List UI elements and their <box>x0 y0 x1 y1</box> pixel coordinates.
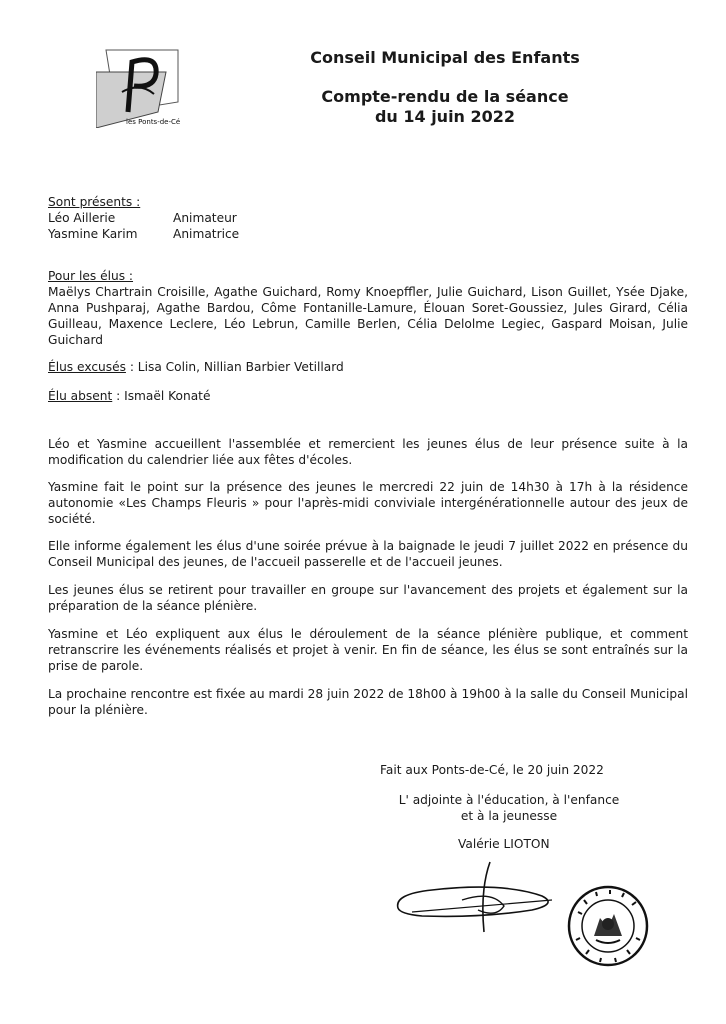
paragraph-text: Les jeunes élus se retirent pour travailler en groupe sur l'avancement des projets et également sur la préparation de la séance plénière. <box>48 583 688 613</box>
presents-heading: Sont présents : <box>48 195 141 209</box>
excuses-names: : Lisa Colin, Nillian Barbier Vetillard <box>125 360 344 374</box>
present-name: Léo Aillerie <box>48 211 116 225</box>
paragraph <box>48 582 688 614</box>
paragraph <box>48 538 688 570</box>
excuses-label: Élus excusés <box>48 360 126 374</box>
signatory-role-line2: et à la jeunesse <box>460 809 558 823</box>
present-name: Yasmine Karim <box>48 227 138 241</box>
document-title: Conseil Municipal des Enfants <box>310 48 580 67</box>
paragraph <box>48 686 688 718</box>
place-date: Fait aux Ponts-de-Cé, le 20 juin 2022 <box>380 763 604 777</box>
paragraph-text: La prochaine rencontre est fixée au mardi 28 juin 2022 de 18h00 à 19h00 à la salle du Conseil Municipal pour la plénière. <box>48 687 688 717</box>
handwritten-signature <box>392 860 562 940</box>
paragraph-text: Yasmine fait le point sur la présence des jeunes le mercredi 22 juin de 14h30 à 17h à la résidence autonomie «Les Champs Fleuris » pour l'après-midi conviviale intergénérationnelle autour des jeux de société. <box>48 480 688 526</box>
paragraph <box>48 436 688 468</box>
absent-names: : Ismaël Konaté <box>112 389 211 403</box>
elus-list: Maëlys Chartrain Croisille, Agathe Guichard, Romy Knoepffler, Julie Guichard, Lison Guillet, Ysée Djake, Anna Pushparaj, Agathe Bardou, Côme Fontanille-Lamure, Élouan Soret-Goussiez, Jules Girard, Célia Guilleau, Maxence Leclere, Léo Lebrun, Camille Berlen, Célia Delolme Legiec, Gaspard Moisan, Julie Guichard <box>48 285 688 347</box>
excuses-line <box>48 359 688 375</box>
present-role: Animateur <box>173 211 237 225</box>
signatory-role <box>380 792 638 824</box>
logo-text: les Ponts-de-Cé <box>126 118 180 126</box>
document-subtitle-1: Compte-rendu de la séance <box>321 87 569 106</box>
document-subtitle-2: du 14 juin 2022 <box>374 107 516 126</box>
ponts-de-ce-logo <box>96 42 180 128</box>
paragraph <box>48 479 688 527</box>
presents-section <box>48 194 688 242</box>
absent-label: Élu absent <box>48 389 113 403</box>
title-block <box>280 48 610 127</box>
official-stamp <box>566 884 650 968</box>
absent-line <box>48 388 688 404</box>
paragraph <box>48 626 688 674</box>
paragraph-text: Elle informe également les élus d'une soirée prévue à la baignade le jeudi 7 juillet 2022 en présence du Conseil Municipal des jeunes, de l'accueil passerelle et de l'accueil jeunes. <box>48 539 688 569</box>
present-row <box>48 226 688 242</box>
paragraph-text: Yasmine et Léo expliquent aux élus le déroulement de la séance plénière publique, et comment retranscrire les événements réalisés et projet à venir. En fin de séance, les élus se sont entraînés sur la prise de parole. <box>48 627 688 673</box>
signatory-role-line1: L' adjointe à l'éducation, à l'enfance <box>398 793 620 807</box>
signatory-name: Valérie LIOTON <box>458 837 550 851</box>
elus-section <box>48 268 688 348</box>
present-role: Animatrice <box>173 227 240 241</box>
paragraph-text: Léo et Yasmine accueillent l'assemblée et remercient les jeunes élus de leur présence suite à la modification du calendrier liée aux fêtes d'écoles. <box>48 437 688 467</box>
elus-heading: Pour les élus : <box>48 269 134 283</box>
present-row <box>48 210 688 226</box>
